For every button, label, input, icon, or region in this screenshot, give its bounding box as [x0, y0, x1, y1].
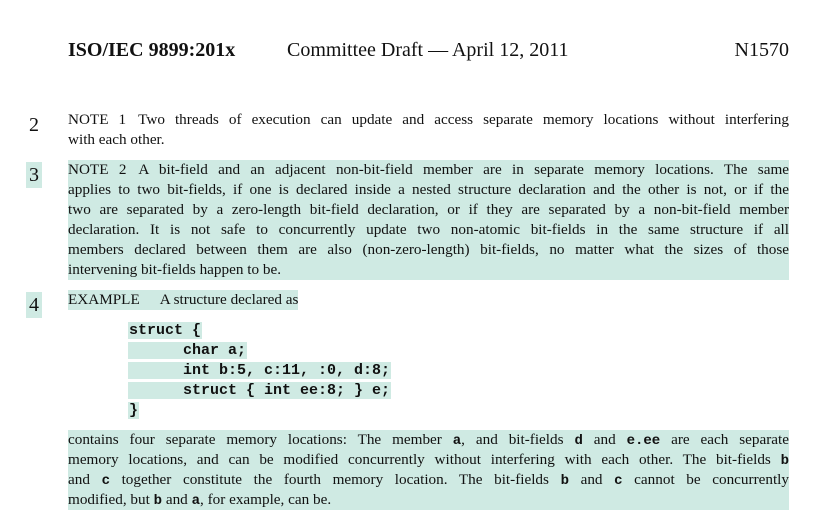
text-line: members declared between them are also (non-zero-length) bit-fields, no matter what the sizes of those — [68, 241, 789, 258]
paragraph-number: 2 — [29, 114, 39, 136]
note-2 — [68, 160, 789, 280]
code-line: int b:5, c:11, :0, d:8; — [129, 362, 391, 379]
code-line: } — [129, 402, 139, 419]
code-ref: d — [574, 433, 583, 449]
text-run: together constitute the fourth memory location. The bit-fields — [109, 471, 561, 488]
code-line: char a; — [129, 342, 247, 359]
text-run: memory locations, and can be modified concurrently without interfering with each other. The bit-fields — [68, 451, 781, 468]
document-number: N1570 — [734, 39, 789, 61]
text-line: A structure declared as — [159, 291, 299, 308]
code-line: struct { int ee:8; } e; — [129, 382, 391, 399]
text-run: , for example, can be. — [199, 491, 332, 508]
code-ref: a — [191, 493, 200, 509]
text-run: cannot be concurrently — [622, 471, 789, 488]
code-ref: a — [452, 433, 462, 449]
paragraph-number: 3 — [26, 162, 42, 188]
code-ref: b — [560, 473, 569, 489]
code-ref: c — [101, 473, 110, 489]
page-header — [68, 36, 789, 64]
code-ref: e.ee — [626, 433, 661, 449]
note-1 — [68, 110, 789, 150]
text-line: with each other. — [68, 131, 165, 148]
text-line: Two threads of execution can update and access separate memory locations without interfering — [138, 111, 789, 128]
code-block — [128, 321, 391, 421]
text-run: and — [568, 471, 615, 488]
text-run: are each separate — [660, 431, 790, 448]
code-ref: c — [614, 473, 623, 489]
example — [68, 290, 298, 310]
text-line: two are separated by a zero-length bit-field declaration, or if they are separated by a non-bit-field member — [68, 201, 789, 218]
text-line: A bit-field and an adjacent non-bit-field member are in separate memory locations. The same — [138, 161, 789, 178]
paragraph-number: 4 — [26, 292, 42, 318]
example-label: EXAMPLE — [68, 291, 140, 308]
standard-name: ISO/IEC 9899:201x — [68, 39, 236, 61]
text-run: and — [68, 471, 102, 488]
text-run: and — [582, 431, 627, 448]
example-explanation — [68, 430, 789, 510]
draft-date: Committee Draft — April 12, 2011 — [287, 39, 569, 61]
text-run: modified, but — [68, 491, 154, 508]
code-line: struct { — [129, 322, 202, 339]
code-ref: b — [780, 453, 789, 469]
text-run: contains four separate memory locations: The member — [68, 431, 453, 448]
text-run: and — [162, 491, 192, 508]
note-label: NOTE 1 — [68, 111, 127, 128]
note-label: NOTE 2 — [68, 161, 127, 178]
text-line: applies to two bit-fields, if one is declared inside a nested structure declaration and the other is not, or if the — [68, 181, 789, 198]
code-ref: b — [153, 493, 163, 509]
text-line: intervening bit-fields happen to be. — [68, 261, 281, 278]
text-run: , and bit-fields — [461, 431, 575, 448]
text-line: declaration. It is not safe to concurrently update two non-atomic bit-fields in the same structure if all — [68, 221, 789, 238]
